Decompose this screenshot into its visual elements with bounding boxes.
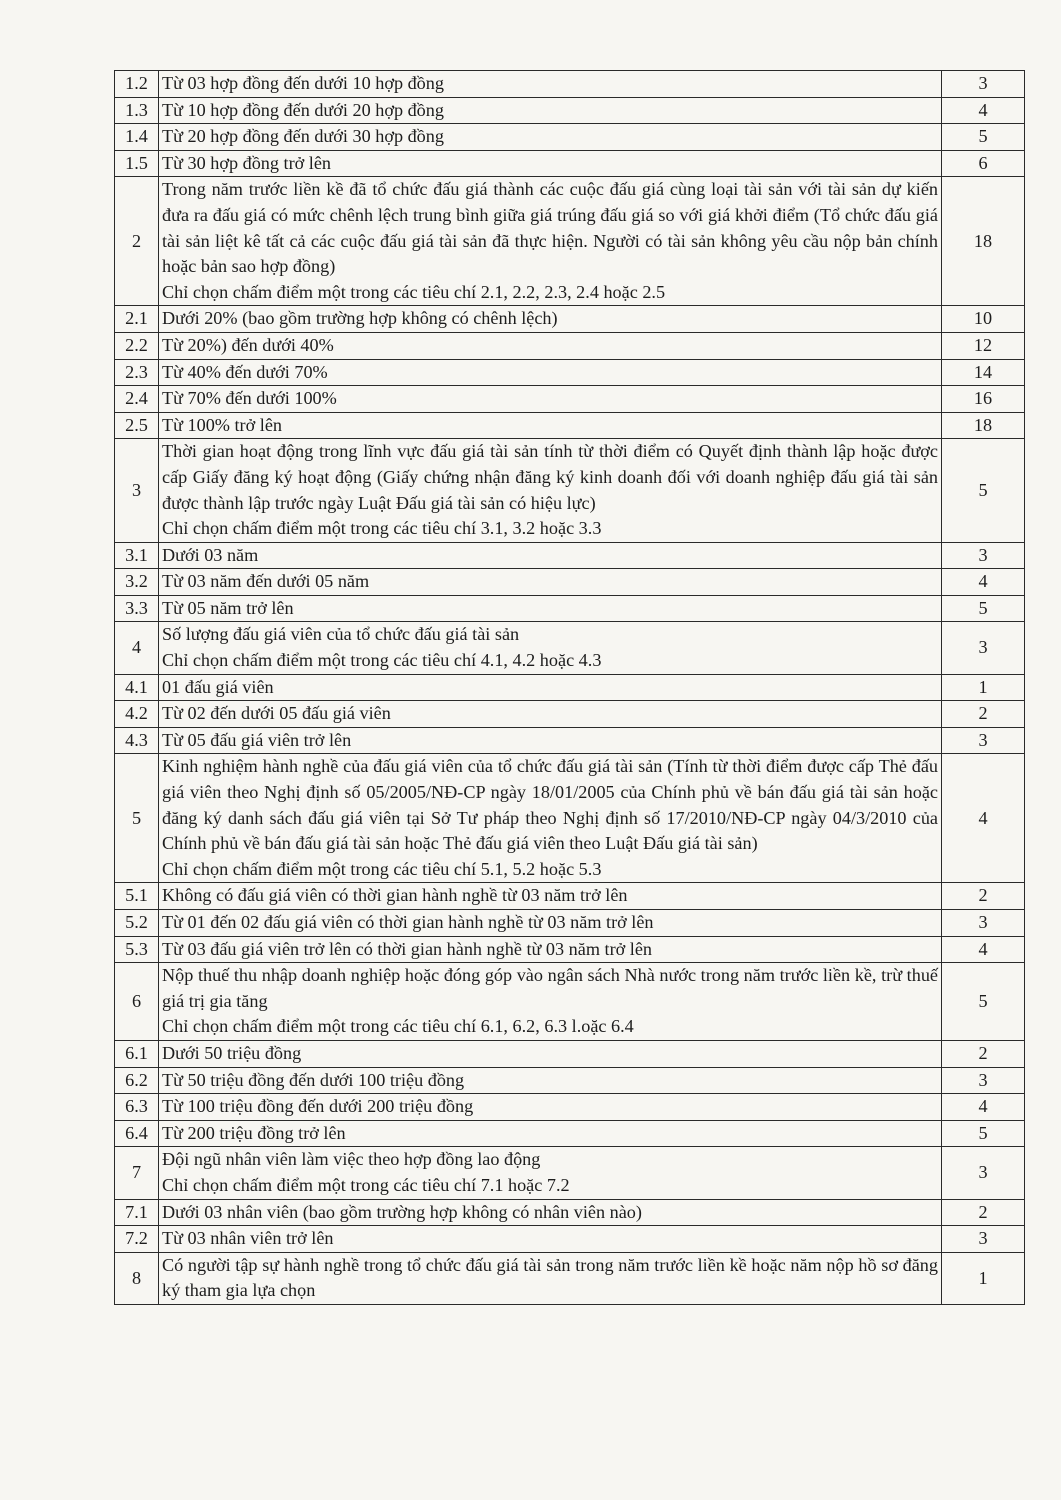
criterion-points: 18 <box>942 412 1025 439</box>
criterion-description: Nộp thuế thu nhập doanh nghiệp hoặc đóng góp vào ngân sách Nhà nước trong năm trước liền kề, trừ thuế giá trị gia tăng Chỉ chọn chấm điểm một trong các tiêu chí 6.1, 6.2, 6.3 l.oặc 6.4 <box>159 963 942 1041</box>
criterion-points: 3 <box>942 910 1025 937</box>
criterion-points: 5 <box>942 124 1025 151</box>
criterion-points: 1 <box>942 1252 1025 1304</box>
criterion-number: 2.5 <box>115 412 159 439</box>
criterion-number: 1.3 <box>115 97 159 124</box>
criterion-points: 3 <box>942 1067 1025 1094</box>
criterion-points: 5 <box>942 439 1025 542</box>
criterion-number: 7 <box>115 1147 159 1199</box>
criterion-points: 3 <box>942 622 1025 674</box>
criterion-points: 4 <box>942 1094 1025 1121</box>
criterion-description: Từ 200 triệu đồng trở lên <box>159 1120 942 1147</box>
criterion-number: 2.3 <box>115 359 159 386</box>
criterion-description: Từ 100% trở lên <box>159 412 942 439</box>
criterion-description: Không có đấu giá viên có thời gian hành nghề từ 03 năm trở lên <box>159 883 942 910</box>
criterion-number: 2.2 <box>115 332 159 359</box>
criterion-number: 8 <box>115 1252 159 1304</box>
criterion-description: Từ 10 hợp đồng đến dưới 20 hợp đồng <box>159 97 942 124</box>
criterion-points: 4 <box>942 754 1025 883</box>
sub-criterion-row <box>115 359 1025 386</box>
criterion-row <box>115 439 1025 542</box>
criteria-table-body <box>115 71 1025 1305</box>
criterion-description: Dưới 03 năm <box>159 542 942 569</box>
criterion-row <box>115 754 1025 883</box>
sub-criterion-row <box>115 124 1025 151</box>
criterion-number: 6.2 <box>115 1067 159 1094</box>
criterion-points: 6 <box>942 150 1025 177</box>
sub-criterion-row <box>115 306 1025 333</box>
criterion-number: 1.4 <box>115 124 159 151</box>
criterion-description: Từ 05 đấu giá viên trở lên <box>159 727 942 754</box>
sub-criterion-row <box>115 1120 1025 1147</box>
criterion-points: 10 <box>942 306 1025 333</box>
sub-criterion-row <box>115 569 1025 596</box>
criterion-points: 2 <box>942 701 1025 728</box>
criterion-number: 2.4 <box>115 386 159 413</box>
criterion-points: 2 <box>942 1199 1025 1226</box>
sub-criterion-row <box>115 71 1025 98</box>
criterion-number: 1.2 <box>115 71 159 98</box>
criterion-description: Dưới 20% (bao gồm trường hợp không có chênh lệch) <box>159 306 942 333</box>
criterion-number: 5.2 <box>115 910 159 937</box>
criterion-description: Từ 05 năm trở lên <box>159 595 942 622</box>
criterion-description: Từ 03 đấu giá viên trở lên có thời gian hành nghề từ 03 năm trở lên <box>159 936 942 963</box>
criterion-description: 01 đấu giá viên <box>159 674 942 701</box>
criterion-description: Từ 03 năm đến dưới 05 năm <box>159 569 942 596</box>
criterion-description: Từ 50 triệu đồng đến dưới 100 triệu đồng <box>159 1067 942 1094</box>
criterion-points: 3 <box>942 1226 1025 1253</box>
criterion-row <box>115 1147 1025 1199</box>
criterion-description: Đội ngũ nhân viên làm việc theo hợp đồng lao động Chỉ chọn chấm điểm một trong các tiêu chí 7.1 hoặc 7.2 <box>159 1147 942 1199</box>
criterion-number: 3.1 <box>115 542 159 569</box>
criterion-points: 5 <box>942 595 1025 622</box>
criterion-number: 6.3 <box>115 1094 159 1121</box>
criterion-points: 18 <box>942 177 1025 306</box>
sub-criterion-row <box>115 674 1025 701</box>
criterion-description: Thời gian hoạt động trong lĩnh vực đấu giá tài sản tính từ thời điểm có Quyết định thành lập hoặc được cấp Giấy đăng ký hoạt động (Giấy chứng nhận đăng ký kinh doanh đối với doanh nghiệp đấu giá tài sản được thành lập trước ngày Luật Đấu giá tài sản có hiệu lực) Chỉ chọn chấm điểm một trong các tiêu chí 3.1, 3.2 hoặc 3.3 <box>159 439 942 542</box>
criterion-points: 4 <box>942 97 1025 124</box>
criterion-description: Từ 20%) đến dưới 40% <box>159 332 942 359</box>
criterion-row <box>115 177 1025 306</box>
criterion-number: 7.1 <box>115 1199 159 1226</box>
criterion-number: 3.2 <box>115 569 159 596</box>
criterion-points: 3 <box>942 71 1025 98</box>
criterion-description: Có người tập sự hành nghề trong tổ chức đấu giá tài sản trong năm trước liền kề hoặc năm nộp hồ sơ đăng ký tham gia lựa chọn <box>159 1252 942 1304</box>
sub-criterion-row <box>115 883 1025 910</box>
sub-criterion-row <box>115 542 1025 569</box>
criterion-points: 12 <box>942 332 1025 359</box>
criterion-description: Từ 20 hợp đồng đến dưới 30 hợp đồng <box>159 124 942 151</box>
criterion-number: 3 <box>115 439 159 542</box>
criterion-points: 5 <box>942 1120 1025 1147</box>
criterion-points: 4 <box>942 569 1025 596</box>
criterion-number: 7.2 <box>115 1226 159 1253</box>
criterion-points: 2 <box>942 1040 1025 1067</box>
criterion-number: 4.3 <box>115 727 159 754</box>
sub-criterion-row <box>115 150 1025 177</box>
criterion-points: 14 <box>942 359 1025 386</box>
criterion-row <box>115 622 1025 674</box>
criterion-points: 3 <box>942 727 1025 754</box>
criterion-description: Từ 30 hợp đồng trở lên <box>159 150 942 177</box>
criterion-number: 3.3 <box>115 595 159 622</box>
criterion-description: Từ 03 nhân viên trở lên <box>159 1226 942 1253</box>
sub-criterion-row <box>115 910 1025 937</box>
criterion-description: Dưới 50 triệu đồng <box>159 1040 942 1067</box>
criterion-description: Kinh nghiệm hành nghề của đấu giá viên của tổ chức đấu giá tài sản (Tính từ thời điểm được cấp Thẻ đấu giá viên theo Nghị định số 05/2005/NĐ-CP ngày 18/01/2005 của Chính phủ về bán đấu giá tài sản hoặc đăng ký danh sách đấu giá viên tại Sở Tư pháp theo Nghị định số 17/2010/NĐ-CP ngày 04/3/2010 của Chính phủ về bán đấu giá tài sản hoặc Thẻ đấu giá viên theo Luật Đấu giá tài sản) Chỉ chọn chấm điểm một trong các tiêu chí 5.1, 5.2 hoặc 5.3 <box>159 754 942 883</box>
criterion-points: 4 <box>942 936 1025 963</box>
criterion-number: 4.2 <box>115 701 159 728</box>
criterion-number: 5.1 <box>115 883 159 910</box>
criterion-row <box>115 963 1025 1041</box>
sub-criterion-row <box>115 332 1025 359</box>
criterion-points: 3 <box>942 542 1025 569</box>
criterion-number: 6.1 <box>115 1040 159 1067</box>
sub-criterion-row <box>115 1040 1025 1067</box>
criterion-points: 1 <box>942 674 1025 701</box>
criterion-description: Số lượng đấu giá viên của tổ chức đấu giá tài sản Chỉ chọn chấm điểm một trong các tiêu chí 4.1, 4.2 hoặc 4.3 <box>159 622 942 674</box>
sub-criterion-row <box>115 595 1025 622</box>
sub-criterion-row <box>115 936 1025 963</box>
criterion-description: Từ 03 hợp đồng đến dưới 10 hợp đồng <box>159 71 942 98</box>
criterion-number: 6 <box>115 963 159 1041</box>
sub-criterion-row <box>115 386 1025 413</box>
criterion-description: Từ 01 đến 02 đấu giá viên có thời gian hành nghề từ 03 năm trở lên <box>159 910 942 937</box>
criterion-number: 6.4 <box>115 1120 159 1147</box>
criterion-description: Từ 70% đến dưới 100% <box>159 386 942 413</box>
criterion-number: 1.5 <box>115 150 159 177</box>
criterion-number: 4 <box>115 622 159 674</box>
scoring-criteria-table <box>114 70 1025 1305</box>
sub-criterion-row <box>115 97 1025 124</box>
sub-criterion-row <box>115 701 1025 728</box>
criterion-number: 4.1 <box>115 674 159 701</box>
sub-criterion-row <box>115 1199 1025 1226</box>
criterion-description: Trong năm trước liền kề đã tổ chức đấu giá thành các cuộc đấu giá cùng loại tài sản với tài sản dự kiến đưa ra đấu giá có mức chênh lệch trung bình giữa giá trúng đấu giá so với giá khởi điểm (Tổ chức đấu giá tài sản liệt kê tất cả các cuộc đấu giá tài sản đã thực hiện. Người có tài sản không yêu cầu nộp bản chính hoặc bản sao hợp đồng) Chỉ chọn chấm điểm một trong các tiêu chí 2.1, 2.2, 2.3, 2.4 hoặc 2.5 <box>159 177 942 306</box>
criterion-description: Từ 02 đến dưới 05 đấu giá viên <box>159 701 942 728</box>
criterion-description: Dưới 03 nhân viên (bao gồm trường hợp không có nhân viên nào) <box>159 1199 942 1226</box>
criterion-number: 5 <box>115 754 159 883</box>
criterion-row <box>115 1252 1025 1304</box>
criterion-points: 16 <box>942 386 1025 413</box>
sub-criterion-row <box>115 1067 1025 1094</box>
criterion-number: 2 <box>115 177 159 306</box>
sub-criterion-row <box>115 412 1025 439</box>
criterion-number: 5.3 <box>115 936 159 963</box>
criterion-points: 5 <box>942 963 1025 1041</box>
criterion-points: 3 <box>942 1147 1025 1199</box>
criterion-description: Từ 100 triệu đồng đến dưới 200 triệu đồng <box>159 1094 942 1121</box>
criterion-points: 2 <box>942 883 1025 910</box>
criterion-number: 2.1 <box>115 306 159 333</box>
sub-criterion-row <box>115 1094 1025 1121</box>
criterion-description: Từ 40% đến dưới 70% <box>159 359 942 386</box>
sub-criterion-row <box>115 1226 1025 1253</box>
sub-criterion-row <box>115 727 1025 754</box>
